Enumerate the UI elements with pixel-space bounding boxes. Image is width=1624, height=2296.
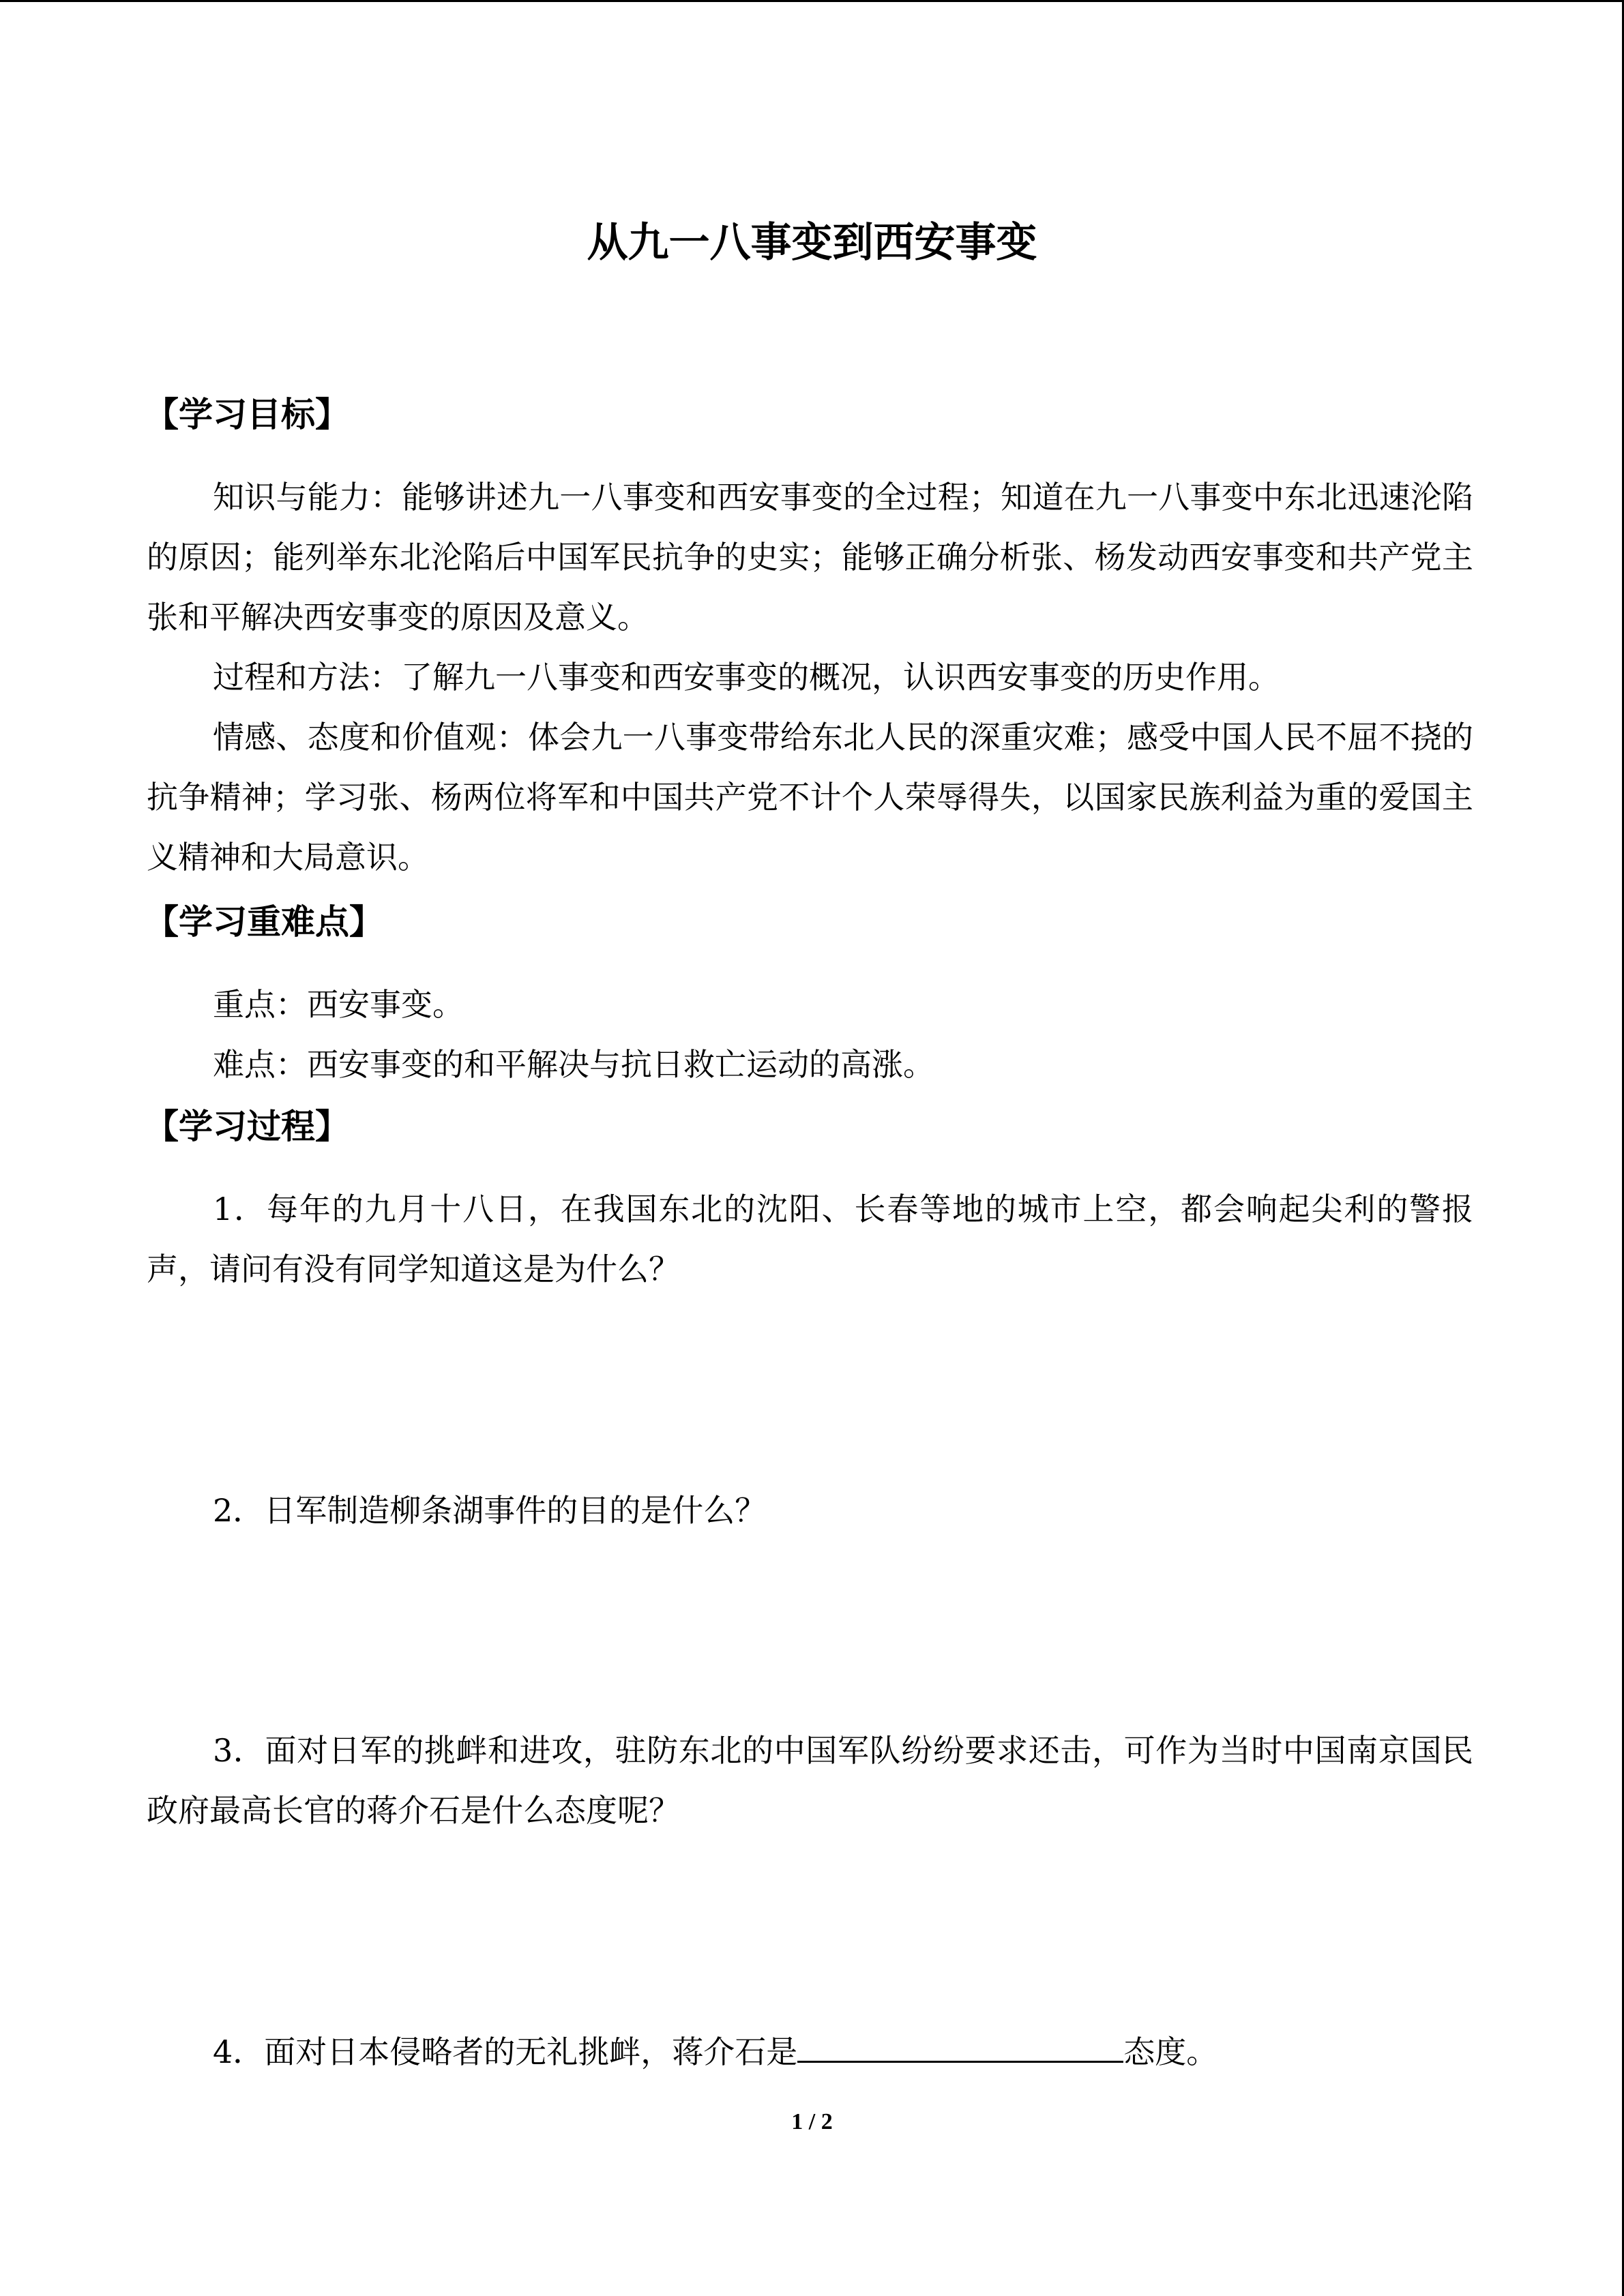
question-4 [147, 2022, 1473, 2082]
key-point-paragraph: 重点：西安事变。 [213, 986, 464, 1023]
page-number: 1 / 2 [791, 2109, 833, 2134]
goals-values-paragraph: 情感、态度和价值观：体会九一八事变带给东北人民的深重灾难；感受中国人民不屈不挠的抗争精神；学习张、杨两位将军和中国共产党不计个人荣辱得失，以国家民族利益为重的爱国主义精神和大局意识。 [147, 719, 1473, 876]
section-heading-key-points: 【学习重难点】 [145, 902, 383, 942]
goals-knowledge-paragraph: 知识与能力：能够讲述九一八事变和西安事变的全过程；知道在九一八事变中东北迅速沦陷的原因；能列举东北沦陷后中国军民抗争的史实；能够正确分析张、杨发动西安事变和共产党主张和平解决西安事变的原因及意义。 [147, 479, 1473, 636]
question-2: 2．日军制造柳条湖事件的目的是什么？ [213, 1492, 767, 1529]
goals-method-paragraph: 过程和方法：了解九一八事变和西安事变的概况，认识西安事变的历史作用。 [213, 659, 1280, 696]
answer-blank[interactable] [797, 2029, 1123, 2063]
question-4-prefix: 4．面对日本侵略者的无礼挑衅，蒋介石是 [213, 2033, 798, 2070]
question-1: 1．每年的九月十八日，在我国东北的沈阳、长春等地的城市上空，都会响起尖利的警报声，请问有没有同学知道这是为什么？ [147, 1191, 1473, 1287]
section-heading-goals: 【学习目标】 [145, 395, 349, 434]
difficult-point-paragraph: 难点：西安事变的和平解决与抗日救亡运动的高涨。 [213, 1046, 934, 1083]
section-heading-process: 【学习过程】 [145, 1107, 349, 1146]
page-title: 从九一八事变到西安事变 [587, 219, 1037, 267]
question-4-suffix: 态度。 [1123, 2033, 1218, 2070]
question-3: 3．面对日军的挑衅和进攻，驻防东北的中国军队纷纷要求还击，可作为当时中国南京国民政府最高长官的蒋介石是什么态度呢？ [147, 1732, 1473, 1829]
